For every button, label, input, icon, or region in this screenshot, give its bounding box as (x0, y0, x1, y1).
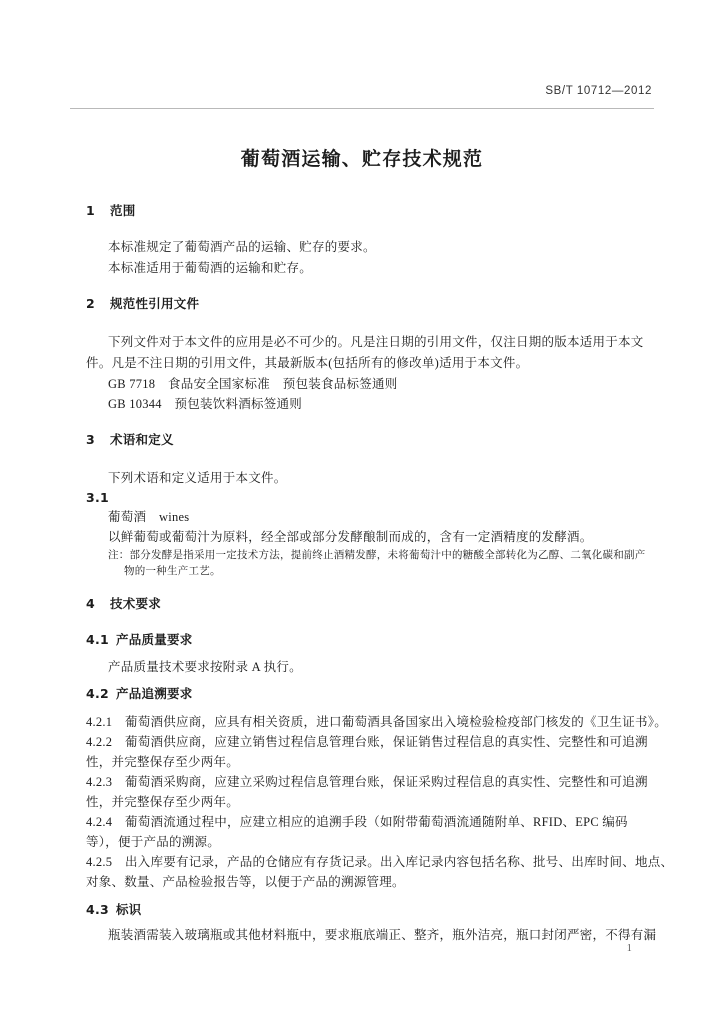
clause-continuation: 对象、数量、产品检验报告等，以便于产品的溯源管理。 (86, 875, 405, 889)
section-title: 规范性引用文件 (110, 296, 200, 311)
term: 葡萄酒 wines (108, 510, 190, 524)
paragraph-continuation: 件。凡是不注日期的引用文件，其最新版本(包括所有的修改单)适用于本文件。 (86, 356, 529, 370)
clause-continuation: 性，并完整保存至少两年。 (86, 755, 240, 769)
reference-gb7718: GB 7718 食品安全国家标准 预包装食品标签通则 (108, 377, 398, 391)
page-number: 1 (626, 943, 632, 954)
section-number: 2 (86, 296, 95, 311)
section-4-heading (86, 598, 161, 611)
clause-4-2-5: 4.2.5 出入库要有记录，产品的仓储应有存货记录。出入库记录内容包括名称、批号、出库时间、地点、 (86, 855, 674, 869)
reference-gb10344: GB 10344 预包装饮料酒标签通则 (108, 397, 302, 411)
section-3-heading (86, 434, 174, 447)
clause-continuation: 等），便于产品的溯源。 (86, 835, 221, 849)
paragraph: 本标准规定了葡萄酒产品的运输、贮存的要求。 (108, 240, 376, 254)
standard-number: SB/T 10712—2012 (545, 85, 652, 97)
note: 注：部分发酵是指采用一定技术方法，提前终止酒精发酵，未将葡萄汁中的糖酸全部转化为乙醇、二氧化碳和副产 (108, 550, 646, 561)
clause-continuation: 性，并完整保存至少两年。 (86, 795, 240, 809)
section-title: 范围 (110, 203, 136, 218)
subsection-4-1-heading (86, 634, 193, 647)
clause-4-2-4: 4.2.4 葡萄酒流通过程中，应建立相应的追溯手段（如附带葡萄酒流通随附单、RFID、EPC 编码 (86, 815, 628, 829)
subsection-title: 产品追溯要求 (116, 686, 193, 701)
paragraph: 产品质量技术要求按附录 A 执行。 (108, 660, 302, 674)
document-title: 葡萄酒运输、贮存技术规范 (240, 148, 484, 170)
subsection-4-3-heading (86, 904, 142, 917)
paragraph: 下列文件对于本文件的应用是必不可少的。凡是注日期的引用文件，仅注日期的版本适用于本文 (108, 335, 644, 349)
header-rule (70, 108, 654, 109)
paragraph: 本标准适用于葡萄酒的运输和贮存。 (108, 261, 313, 275)
section-number: 3 (86, 432, 95, 447)
subsection-number: 4.2 (86, 686, 109, 701)
subsection-title: 产品质量要求 (116, 632, 193, 647)
subsection-4-2-heading (86, 688, 193, 701)
subsection-number: 4.3 (86, 902, 109, 917)
section-number: 1 (86, 203, 95, 218)
section-title: 术语和定义 (110, 432, 174, 447)
section-1-heading (86, 205, 136, 218)
section-number: 4 (86, 596, 95, 611)
clause-4-2-2: 4.2.2 葡萄酒供应商，应建立销售过程信息管理台账，保证销售过程信息的真实性、完整性和可追溯 (86, 735, 648, 749)
clause-4-2-1: 4.2.1 葡萄酒供应商，应具有相关资质，进口葡萄酒具备国家出入境检验检疫部门核发的《卫生证书》。 (86, 715, 668, 729)
subsection-title: 标识 (116, 902, 142, 917)
note-continuation: 物的一种生产工艺。 (124, 566, 221, 577)
paragraph: 瓶装酒需装入玻璃瓶或其他材料瓶中，要求瓶底端正、整齐，瓶外洁亮，瓶口封闭严密，不得有漏 (108, 928, 657, 942)
clause-number: 3.1 (86, 490, 109, 505)
clause-4-2-3: 4.2.3 葡萄酒采购商，应建立采购过程信息管理台账，保证采购过程信息的真实性、完整性和可追溯 (86, 775, 648, 789)
definition: 以鲜葡萄或葡萄汁为原料，经全部或部分发酵酿制而成的，含有一定酒精度的发酵酒。 (108, 530, 593, 544)
subsection-number: 4.1 (86, 632, 109, 647)
paragraph: 下列术语和定义适用于本文件。 (108, 471, 287, 485)
section-title: 技术要求 (110, 596, 162, 611)
section-2-heading (86, 298, 199, 311)
